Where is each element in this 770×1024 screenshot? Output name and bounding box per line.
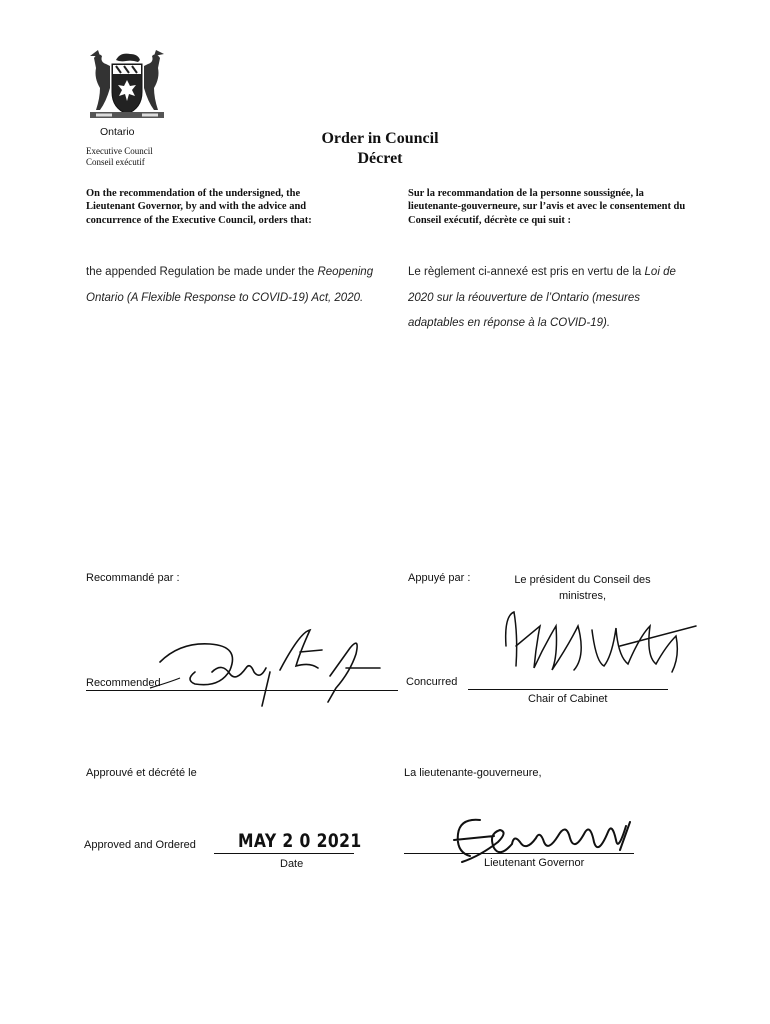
date-label: Date — [280, 858, 304, 870]
lieutenant-governor-label: Lieutenant Governor — [484, 857, 585, 869]
ontario-coat-of-arms-icon — [86, 48, 168, 120]
concurred-label: Concurred — [406, 676, 458, 688]
title-en: Order in Council — [321, 130, 439, 147]
body-en — [86, 260, 376, 311]
recommender-signature — [150, 622, 400, 712]
appuye-par-label: Appuyé par : — [408, 572, 471, 584]
president-label: Le président du Conseil des ministres, — [514, 574, 651, 602]
date-line — [214, 853, 354, 854]
chair-of-cabinet-label: Chair of Cabinet — [528, 693, 608, 705]
jurisdiction-label: Ontario — [100, 126, 135, 138]
council-en: Executive Council — [86, 146, 153, 156]
body-fr-act-title: Loi de 2020 sur la réouverture de l’Ontario (mesures adaptables en réponse à la COVID-19). — [408, 266, 676, 329]
title-fr: Décret — [357, 150, 403, 167]
approuve-label: Approuvé et décrété le — [86, 767, 197, 779]
body-fr — [408, 260, 698, 337]
body-en-act-title: Reopening Ontario (A Flexible Response to COVID-19) Act, 2020. — [86, 266, 374, 304]
body-fr-plain: Le règlement ci-annexé est pris en vertu de la — [408, 266, 645, 278]
recommande-par-label: Recommandé par : — [86, 572, 180, 584]
recommendation-en: On the recommendation of the undersigned, the Lieutenant Governor, by and with the advice and concurrence of the Executive Council, orders that: — [86, 188, 312, 226]
recommended-label: Recommended — [86, 677, 161, 689]
concurred-signature-line — [468, 689, 668, 690]
executive-council-label — [86, 146, 153, 167]
body-en-plain: the appended Regulation be made under the — [86, 266, 318, 278]
recommendation-fr: Sur la recommandation de la personne soussignée, la lieutenante-gouverneure, sur l’avis et avec le consentement du Conseil exécutif, décrète ce qui suit : — [408, 188, 686, 226]
chair-signature — [500, 606, 700, 682]
council-fr: Conseil exécutif — [86, 156, 145, 167]
approved-label: Approved and Ordered — [84, 839, 196, 851]
lieutenante-label: La lieutenante-gouverneure, — [404, 767, 542, 779]
date-stamp: MAY 2 0 2021 — [238, 830, 362, 852]
